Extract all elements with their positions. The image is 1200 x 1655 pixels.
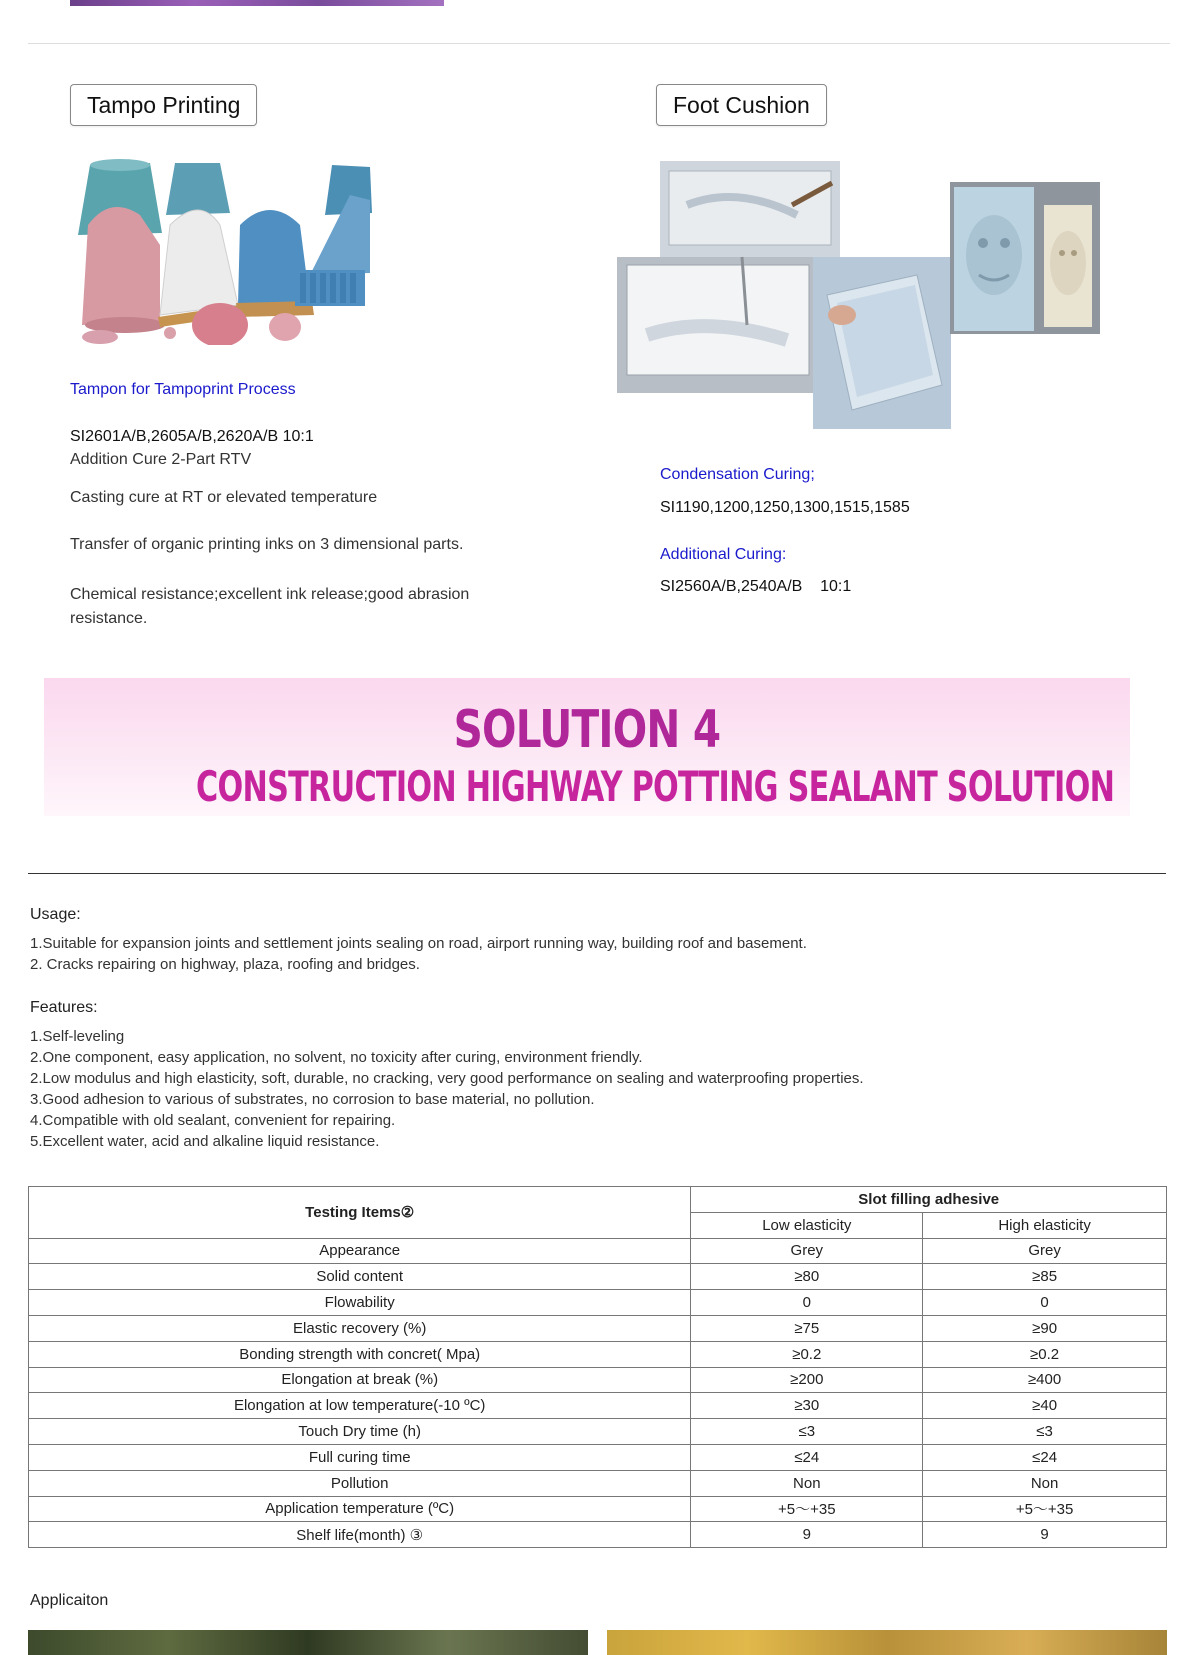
- high-elasticity-cell: Grey: [923, 1238, 1167, 1264]
- low-elasticity-cell: ≥30: [691, 1393, 923, 1419]
- testing-item-cell: Full curing time: [29, 1444, 691, 1470]
- low-elasticity-cell: ≥200: [691, 1367, 923, 1393]
- low-elasticity-cell: ≥75: [691, 1315, 923, 1341]
- banner-subtitle: CONSTRUCTION HIGHWAY POTTING SEALANT SOLUTION: [196, 762, 1115, 811]
- application-photo-left: [28, 1630, 588, 1655]
- tampon-cure-type: Addition Cure 2-Part RTV: [70, 451, 252, 468]
- tampon-paragraph-1: Casting cure at RT or elevated temperature: [70, 489, 378, 506]
- low-elasticity-cell: Grey: [691, 1238, 923, 1264]
- table-row: [29, 1290, 1167, 1316]
- low-elasticity-cell: 0: [691, 1290, 923, 1316]
- spec-table-body: [29, 1238, 1167, 1548]
- testing-item-cell: Flowability: [29, 1290, 691, 1316]
- tag-foot-cushion: Foot Cushion: [656, 84, 827, 126]
- high-elasticity-cell: ≤3: [923, 1419, 1167, 1445]
- low-elasticity-cell: ≤24: [691, 1444, 923, 1470]
- table-row: [29, 1264, 1167, 1290]
- high-elasticity-cell: ≥40: [923, 1393, 1167, 1419]
- testing-item-cell: Pollution: [29, 1470, 691, 1496]
- banner-title: SOLUTION 4: [453, 700, 721, 760]
- high-elasticity-cell: ≥85: [923, 1264, 1167, 1290]
- high-elasticity-cell: ≤24: [923, 1444, 1167, 1470]
- tampon-code: SI2601A/B,2605A/B,2620A/B 10:1: [70, 428, 314, 445]
- testing-item-cell: Application temperature (ºC): [29, 1496, 691, 1522]
- tampon-pads-image: [70, 155, 380, 345]
- table-row: [29, 1238, 1167, 1264]
- testing-item-cell: Bonding strength with concret( Mpa): [29, 1341, 691, 1367]
- tampon-paragraph-2: Transfer of organic printing inks on 3 dimensional parts.: [70, 536, 464, 553]
- high-elasticity-cell: ≥0.2: [923, 1341, 1167, 1367]
- testing-item-cell: Elongation at low temperature(-10 ºC): [29, 1393, 691, 1419]
- low-elasticity-cell: ≤3: [691, 1419, 923, 1445]
- solution-banner: [44, 678, 1130, 816]
- low-elasticity-cell: +5～+35: [691, 1496, 923, 1522]
- top-image-strip: [70, 0, 444, 6]
- testing-item-cell: Elongation at break (%): [29, 1367, 691, 1393]
- high-elasticity-cell: ≥400: [923, 1367, 1167, 1393]
- feature-item: 2.Low modulus and high elasticity, soft, durable, no cracking, very good performance on sealing and waterproofing properties.: [30, 1070, 864, 1087]
- feature-item: 1.Self-leveling: [30, 1028, 125, 1045]
- tampon-subtitle: Tampon for Tampoprint Process: [70, 381, 296, 398]
- high-elasticity-cell: ≥90: [923, 1315, 1167, 1341]
- features-title: Features:: [30, 999, 98, 1016]
- low-elasticity-cell: 9: [691, 1522, 923, 1548]
- top-divider: [28, 43, 1170, 44]
- high-elasticity-cell: 0: [923, 1290, 1167, 1316]
- features-list: [30, 1026, 1160, 1152]
- table-row: [29, 1315, 1167, 1341]
- section-divider: [28, 873, 1166, 874]
- usage-item: 2. Cracks repairing on highway, plaza, roofing and bridges.: [30, 956, 420, 973]
- high-elasticity-cell: Non: [923, 1470, 1167, 1496]
- feature-item: 3.Good adhesion to various of substrates, no corrosion to base material, no pollution.: [30, 1091, 595, 1108]
- table-row: [29, 1470, 1167, 1496]
- low-elasticity-cell: Non: [691, 1470, 923, 1496]
- tag-tampo-printing: Tampo Printing: [70, 84, 257, 126]
- low-elasticity-cell: ≥0.2: [691, 1341, 923, 1367]
- usage-list: [30, 933, 1160, 975]
- table-row: [29, 1496, 1167, 1522]
- header-low-elasticity: Low elasticity: [691, 1212, 923, 1238]
- condensation-curing-label: Condensation Curing;: [660, 466, 815, 483]
- testing-item-cell: Appearance: [29, 1238, 691, 1264]
- additional-curing-codes: SI2560A/B,2540A/B 10:1: [660, 578, 852, 595]
- condensation-curing-codes: SI1190,1200,1250,1300,1515,1585: [660, 499, 910, 516]
- table-row: [29, 1522, 1167, 1548]
- testing-item-cell: Elastic recovery (%): [29, 1315, 691, 1341]
- tampon-paragraph-3: Chemical resistance;excellent ink release;good abrasion resistance.: [70, 586, 470, 627]
- feature-item: 5.Excellent water, acid and alkaline liquid resistance.: [30, 1133, 380, 1150]
- testing-item-cell: Touch Dry time (h): [29, 1419, 691, 1445]
- application-title: Applicaiton: [30, 1592, 109, 1609]
- table-row: [29, 1393, 1167, 1419]
- table-row: [29, 1444, 1167, 1470]
- low-elasticity-cell: ≥80: [691, 1264, 923, 1290]
- additional-curing-label: Additional Curing:: [660, 546, 787, 563]
- header-high-elasticity: High elasticity: [923, 1212, 1167, 1238]
- feature-item: 4.Compatible with old sealant, convenient for repairing.: [30, 1112, 396, 1129]
- table-row: [29, 1419, 1167, 1445]
- high-elasticity-cell: +5～+35: [923, 1496, 1167, 1522]
- application-photo-right: [607, 1630, 1167, 1655]
- table-row: [29, 1341, 1167, 1367]
- usage-title: Usage:: [30, 906, 81, 923]
- header-testing-items: Testing Items②: [29, 1187, 691, 1239]
- spec-table: [28, 1186, 1167, 1548]
- header-slot-filling-adhesive: Slot filling adhesive: [691, 1187, 1167, 1213]
- testing-item-cell: Solid content: [29, 1264, 691, 1290]
- testing-item-cell: Shelf life(month) ③: [29, 1522, 691, 1548]
- feature-item: 2.One component, easy application, no solvent, no toxicity after curing, environment friendly.: [30, 1049, 643, 1066]
- table-row: [29, 1367, 1167, 1393]
- foot-cushion-mold-collage: [617, 145, 1102, 430]
- high-elasticity-cell: 9: [923, 1522, 1167, 1548]
- usage-item: 1.Suitable for expansion joints and settlement joints sealing on road, airport running way, building roof and basement.: [30, 935, 807, 952]
